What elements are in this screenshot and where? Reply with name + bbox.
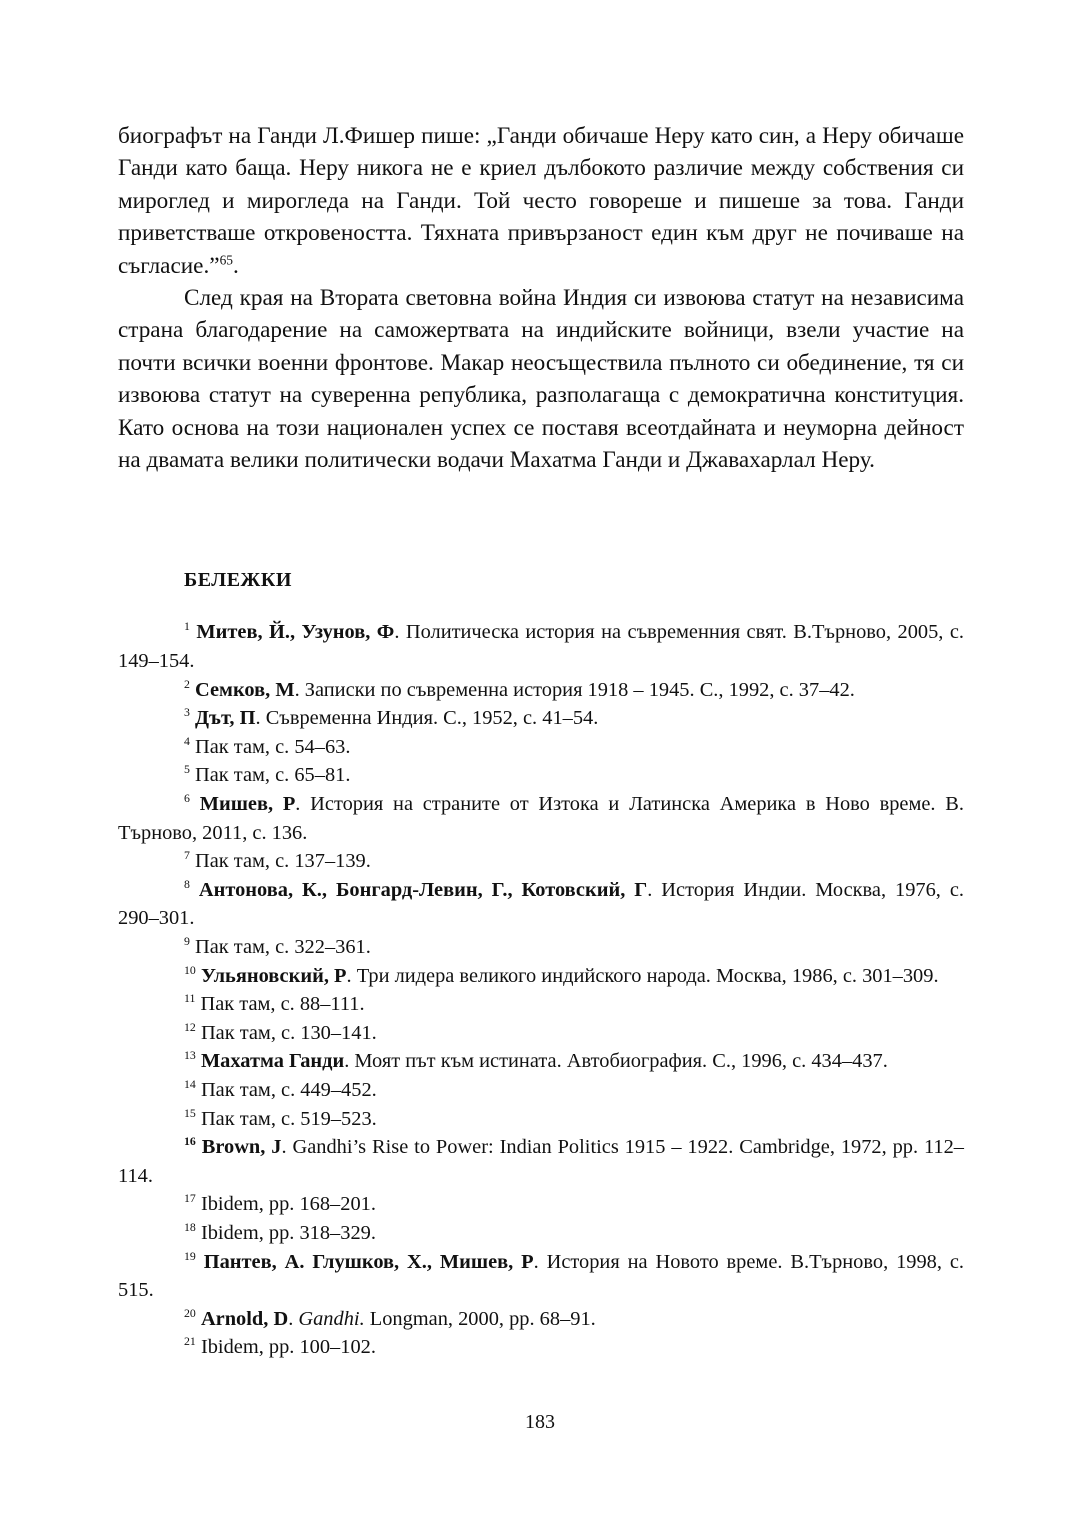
note-item (118, 962, 964, 991)
note-text: Пак там, с. 449–452. (200, 1078, 377, 1101)
note-text: . Съвременна Индия. С., 1952, с. 41–54. (255, 707, 599, 730)
note-item (118, 1076, 964, 1105)
note-text: Пак там, с. 137–139. (195, 850, 371, 873)
note-text: Пак там, с. 322–361. (195, 936, 371, 958)
note-number: 2 (184, 676, 190, 691)
note-number: 12 (184, 1019, 196, 1034)
note-author: Arnold, D (200, 1307, 289, 1330)
notes-heading: БЕЛЕЖКИ (184, 569, 292, 592)
note-author: Дът, П (195, 707, 256, 730)
body-text (118, 120, 964, 476)
note-text: Пак там, с. 88–111. (200, 993, 365, 1016)
note-number: 1 (184, 619, 190, 634)
notes-list (118, 618, 964, 1361)
note-author: Митев, Й., Узунов, Ф (196, 621, 395, 644)
note-number: 4 (184, 734, 190, 749)
note-item (118, 933, 964, 962)
note-item (118, 1248, 964, 1305)
note-item (118, 1019, 964, 1048)
note-item (118, 1219, 964, 1248)
note-text: . История на Новото време. В.Търново, 1998, с. 515. (118, 1250, 964, 1302)
note-item (118, 704, 964, 733)
note-item (118, 1105, 964, 1134)
note-number: 13 (184, 1048, 196, 1063)
note-text: Пак там, с. 54–63. (195, 735, 351, 758)
note-item (118, 733, 964, 762)
note-text: . Записки по съвременна история 1918 – 1945. С., 1992, с. 37–42. (294, 678, 855, 701)
note-number: 21 (184, 1334, 196, 1349)
note-item (118, 1333, 964, 1362)
note-text: . Моят път към истината. Автобиография. С., 1996, с. 434–437. (344, 1050, 888, 1073)
note-text: Ibidem, pp. 100–102. (200, 1336, 376, 1359)
paragraph-1-end: . (233, 252, 239, 279)
note-number: 3 (184, 705, 190, 720)
note-number: 17 (184, 1191, 196, 1206)
paragraph-2: След края на Втората световна война Индия си извоюва статут на независима страна благодарение на саможертвата на индийските войници, взели участие на почти всички военни фронтове. Макар неосъществила пълното си обединение, тя си извоюва статут на суверенна република, разполагаща с демократична конституция. Като основа на този национален успех се поставя всеотдайната и неуморна дейност на двамата велики политически водачи Махатма Ганди и Джавахарлал Неру. (118, 285, 964, 474)
note-item (118, 761, 964, 790)
page-number: 183 (525, 1411, 555, 1433)
note-text: . История Индии. Москва, 1976, с. 290–301. (118, 878, 964, 930)
note-text: Пак там, с. 65–81. (195, 764, 351, 787)
note-item (118, 1133, 964, 1190)
note-number: 14 (184, 1077, 196, 1092)
note-number: 8 (184, 877, 190, 892)
note-number: 20 (184, 1305, 196, 1320)
note-number: 16 (184, 1134, 196, 1149)
note-item (118, 847, 964, 876)
note-item (118, 990, 964, 1019)
note-text: Пак там, с. 130–141. (200, 1021, 377, 1044)
note-item (118, 1305, 964, 1334)
note-author: Махатма Ганди (200, 1050, 345, 1073)
note-number: 15 (184, 1105, 196, 1120)
note-title: Gandhi. (298, 1307, 365, 1330)
note-text: . Три лидера великого индийского народа. Москва, 1986, с. 301–309. (346, 964, 939, 987)
note-text: . История на страните от Изтока и Латинска Америка в Ново време. В. Търново, 2011, с. 136. (118, 793, 964, 844)
note-item (118, 1190, 964, 1219)
note-number: 6 (184, 791, 190, 806)
note-number: 5 (184, 762, 190, 777)
note-item (118, 618, 964, 675)
note-author: Антонова, К., Бонгард-Левин, Г., Котовский, Г (198, 878, 648, 901)
note-text: Longman, 2000, pp. 68–91. (364, 1307, 596, 1330)
note-author: Ульяновский, Р (200, 964, 347, 987)
note-text: . Политическа история на съвременния свят. В.Търново, 2005, с. 149–154. (118, 621, 964, 673)
note-author: Семков, М (195, 678, 295, 701)
note-text: Ibidem, pp. 168–201. (200, 1193, 376, 1216)
note-punct: . (288, 1307, 299, 1330)
note-author: Пантев, А. Глушков, Х., Мишев, Р (203, 1250, 534, 1273)
footnote-ref-65: 65 (219, 251, 233, 267)
paragraph-1-text: биографът на Ганди Л.Фишер пише: „Ганди обичаше Неру като син, а Неру обичаше Ганди като баща. Неру никога не е криел дълбокото различие между собствения си мироглед и мирогледа на Ганди. Той често говореше и пишеше за това. Ганди приветстваше откровеността. Тяхната привързаност един към друг не почиваше на съгласие.” (118, 123, 964, 279)
note-item (118, 676, 964, 705)
note-number: 18 (184, 1220, 196, 1235)
page-content (118, 120, 964, 1362)
note-number: 7 (184, 848, 190, 863)
note-author: Мишев, Р (199, 793, 296, 816)
note-number: 19 (184, 1248, 196, 1263)
note-author: Brown, J (201, 1136, 282, 1159)
note-item (118, 876, 964, 933)
note-item (118, 790, 964, 847)
note-text: Ibidem, pp. 318–329. (200, 1221, 376, 1244)
note-number: 11 (184, 991, 196, 1006)
note-text: . Gandhi’s Rise to Power: Indian Politics 1915 – 1922. Cambridge, 1972, pp. 112–114. (118, 1136, 965, 1187)
note-text: Пак там, с. 519–523. (200, 1107, 377, 1130)
paragraph-1 (118, 120, 964, 282)
note-item (118, 1047, 964, 1076)
note-number: 9 (184, 934, 190, 949)
note-number: 10 (184, 962, 196, 977)
